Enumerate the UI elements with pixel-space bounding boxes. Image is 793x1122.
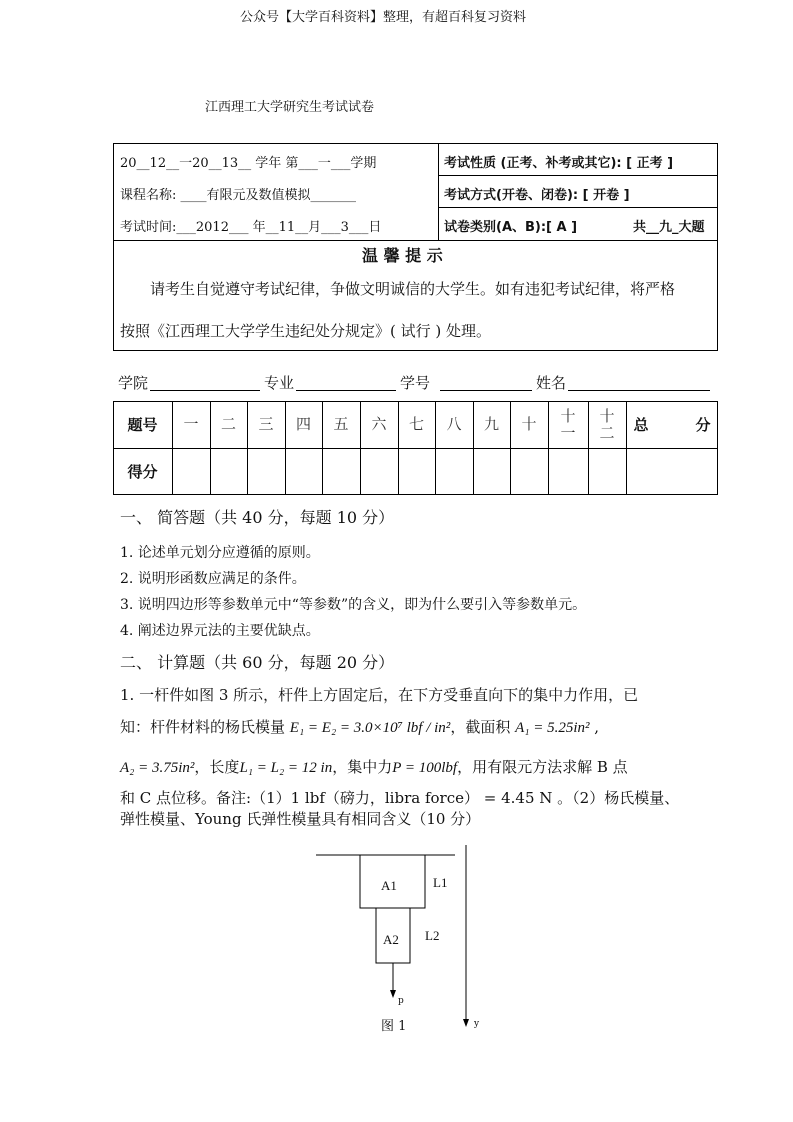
row-label-question-no: 题号: [127, 416, 158, 434]
problem-2-1-line-2: 知：杆件材料的杨氏模量 E₁ = E₂ = 3.0×10⁷ lbf / in²，截面积 A₁ = 5.25in² ,: [120, 718, 600, 736]
total-score-header: 总 分: [633, 416, 711, 434]
header-note: 公众号【大学百科资料】整理，有超百科复习资料: [240, 10, 527, 25]
question-number-cell: 八: [446, 415, 462, 433]
question-number-cell: 七: [408, 415, 424, 433]
course-name: 课程名称: ____有限元及数值模拟_______: [120, 188, 357, 203]
exam-nature: 考试性质 (正考、补考或其它): [ 正考 ]: [444, 156, 674, 171]
label-y: y: [474, 1019, 480, 1029]
question-number-cell: 十 二: [599, 406, 615, 442]
question-number-cell: 十 一: [560, 406, 576, 442]
notice-line-2: 按照《江西理工大学学生违纪处分规定》( 试行 ) 处理。: [120, 322, 492, 340]
problem-2-1-line-4: 和 C 点位移。备注:（1）1 lbf（磅力，libra force） = 4.45 N 。（2）杨氏模量、: [120, 789, 680, 807]
question-number-cell: 九: [483, 415, 499, 433]
paper-type: 试卷类别(A、B):[ A ]: [444, 220, 578, 235]
name-label: 姓名: [536, 374, 567, 392]
figure-caption: 图 1: [381, 1019, 407, 1034]
label-l1: L1: [433, 875, 448, 890]
row-label-score: 得分: [127, 463, 158, 481]
problem-2-1-line-3: A₂ = 3.75in²，长度L₁ = L₂ = 12 in，集中力P = 100lbf，用有限元方法求解 B 点: [120, 758, 628, 776]
college-label: 学院: [118, 374, 149, 392]
question-1-4: 4. 阐述边界元法的主要优缺点。: [120, 623, 320, 639]
question-number-cell: 十: [521, 415, 537, 433]
notice-line-1: 请考生自觉遵守考试纪律，争做文明诚信的大学生。如有违犯考试纪律，将严格: [150, 280, 676, 298]
exam-date: 考试时间:___2012___ 年__11__月___3___日: [120, 220, 382, 235]
major-label: 专业: [264, 374, 295, 392]
notice-title: 温 馨 提 示: [362, 246, 443, 265]
question-1-3: 3. 说明四边形等参数单元中“等参数”的含义，即为什么要引入等参数单元。: [120, 597, 587, 613]
problem-2-1-line-1: 1. 一杆件如图 3 所示，杆件上方固定后，在下方受垂直向下的集中力作用，已: [120, 686, 639, 704]
question-1-2: 2. 说明形函数应满足的条件。: [120, 571, 306, 587]
question-number-cell: 二: [220, 415, 236, 433]
problem-2-1-line-5: 弹性模量、Young 氏弹性模量具有相同含义（10 分）: [120, 810, 481, 828]
label-a2: A2: [383, 932, 399, 947]
id-label: 学号: [400, 374, 431, 392]
academic-year: 20__12__一20__13__ 学年 第___一___学期: [120, 156, 377, 171]
question-count: 共__九_大题: [633, 220, 705, 235]
question-number-cell: 五: [333, 415, 349, 433]
exam-mode: 考试方式(开卷、闭卷): [ 开卷 ]: [444, 188, 630, 203]
label-p: p: [398, 996, 404, 1006]
question-number-cell: 六: [371, 415, 387, 433]
label-l2: L2: [425, 928, 440, 943]
exam-title: 江西理工大学研究生考试试卷: [205, 100, 375, 115]
section-2-heading: 二、 计算题（共 60 分，每题 20 分）: [120, 653, 395, 672]
question-number-cell: 三: [258, 415, 274, 433]
section-1-heading: 一、 简答题（共 40 分，每题 10 分）: [120, 508, 395, 527]
question-1-1: 1. 论述单元划分应遵循的原则。: [120, 545, 320, 561]
question-number-cell: 四: [295, 415, 311, 433]
question-number-cell: 一: [183, 415, 199, 433]
label-a1: A1: [381, 878, 397, 893]
